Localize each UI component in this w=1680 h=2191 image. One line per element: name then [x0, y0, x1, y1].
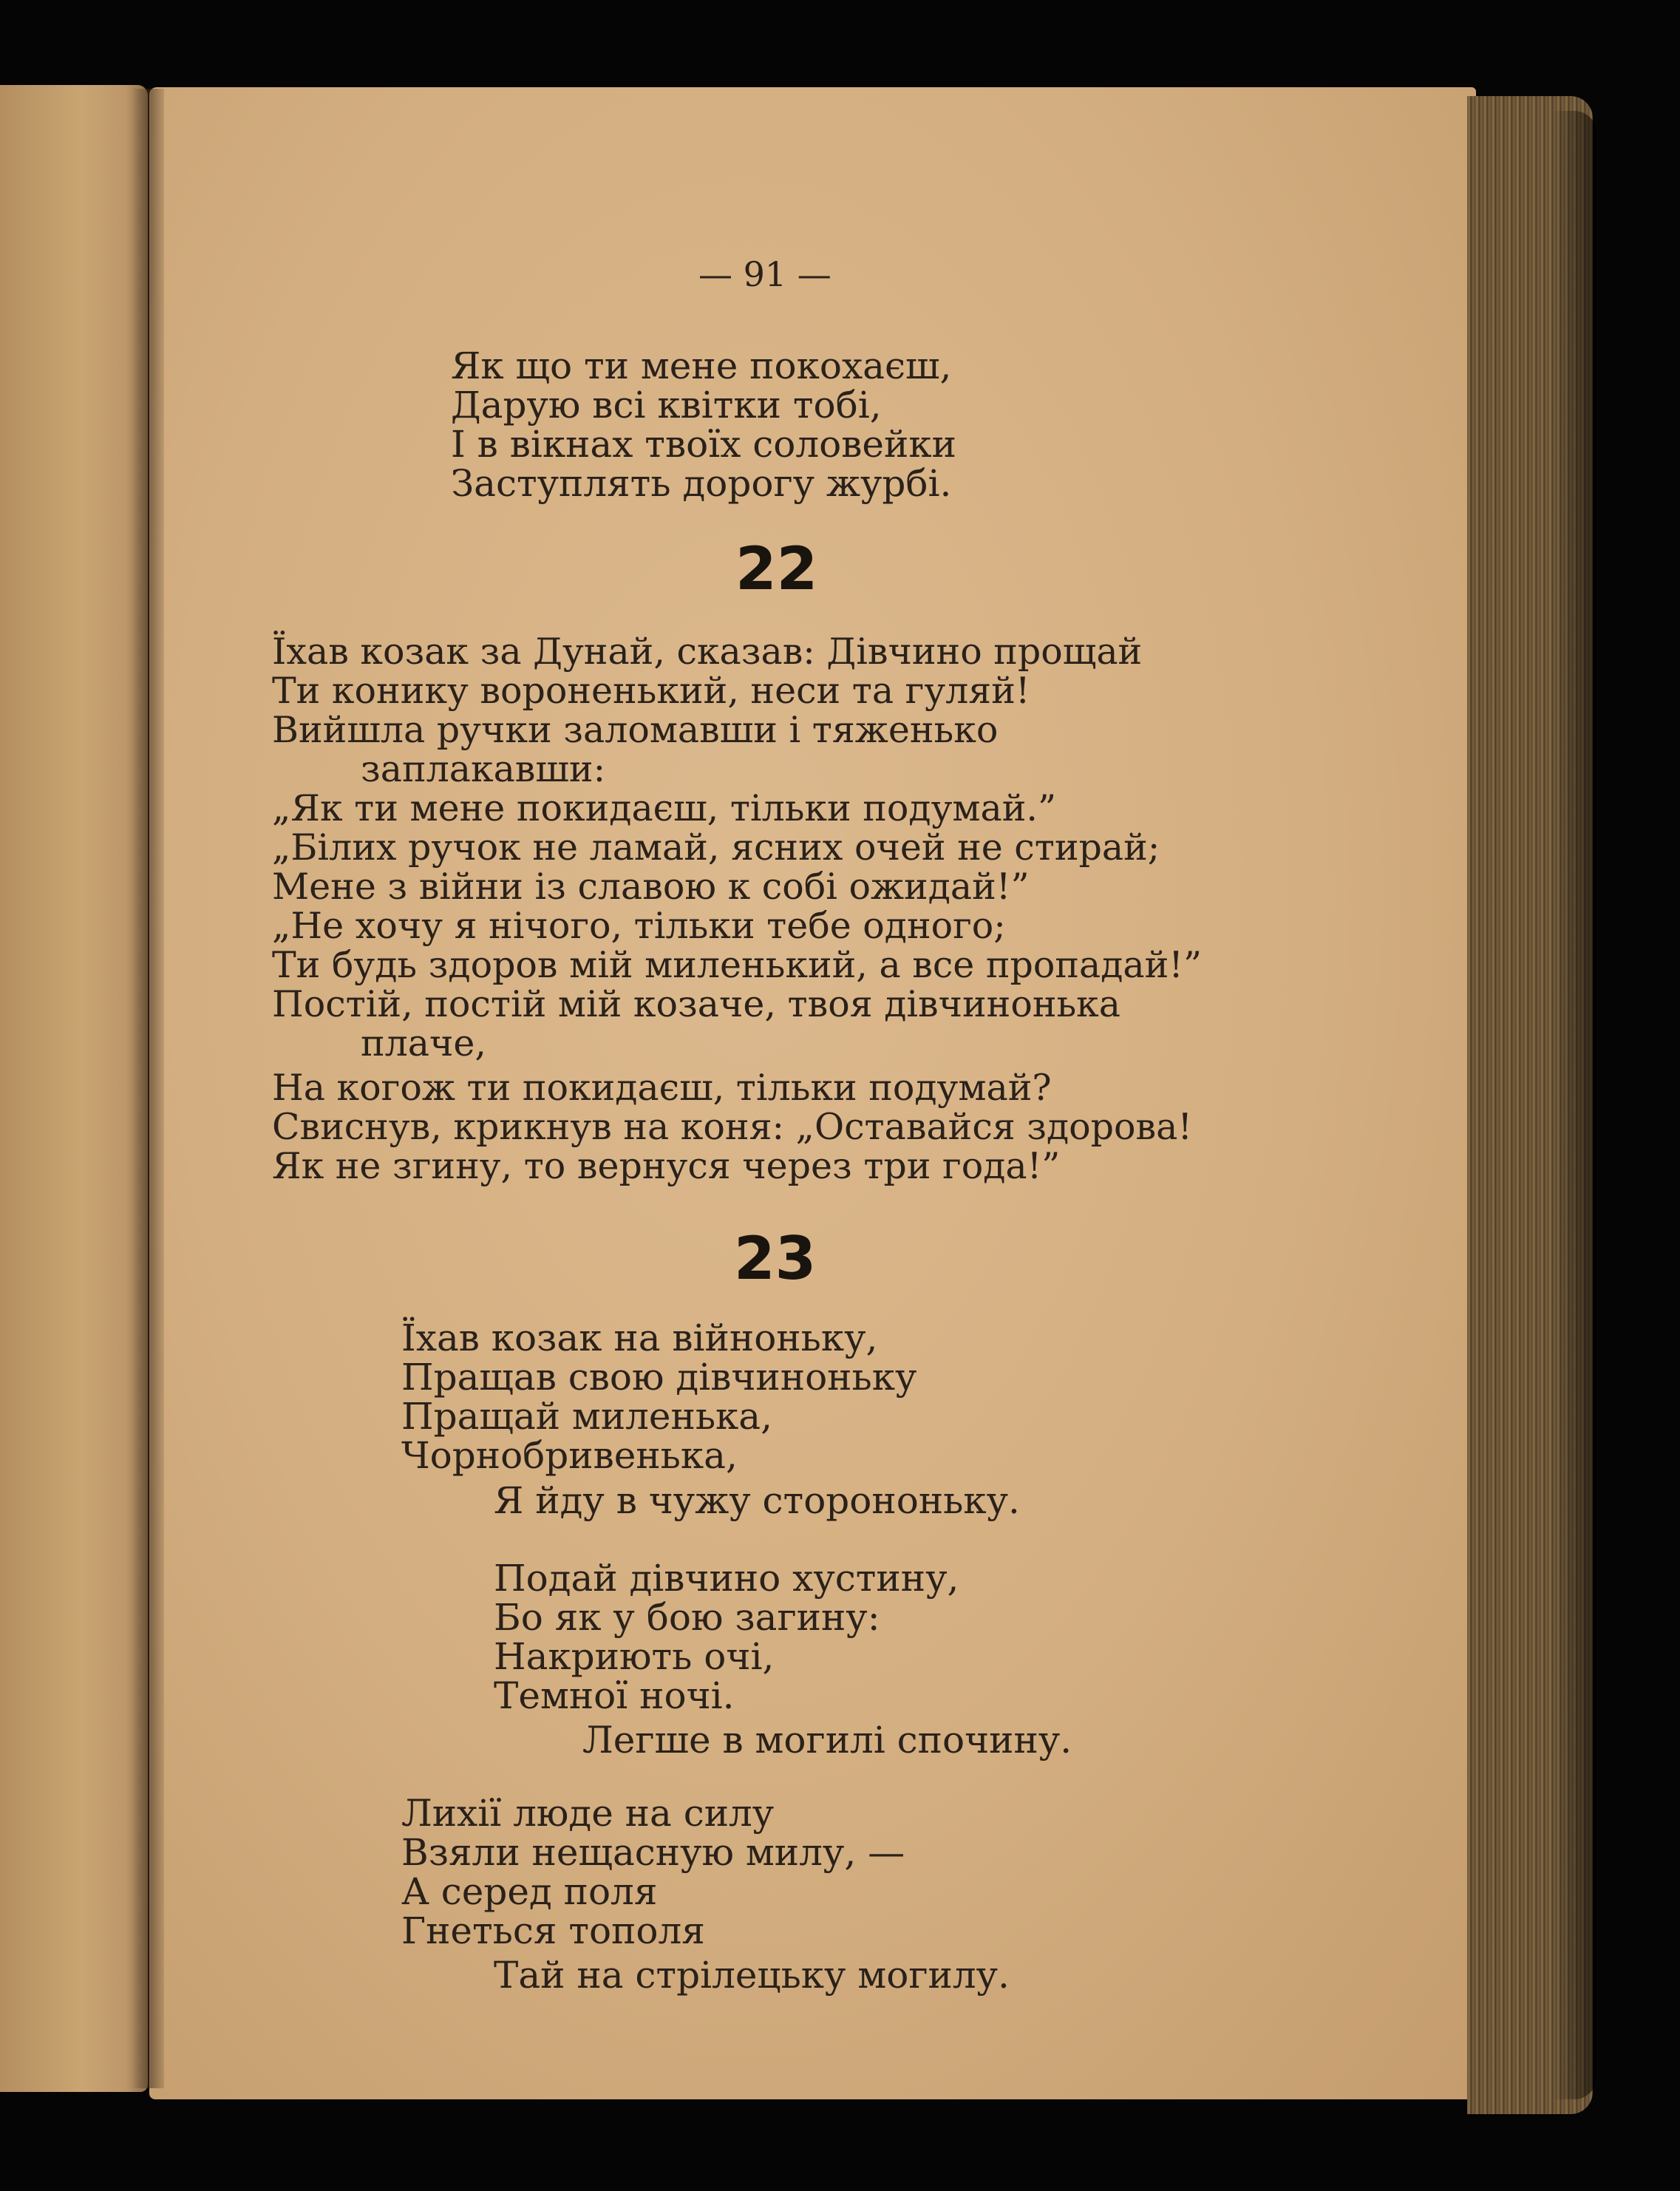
song22-line: Їхав козак за Дунай, сказав: Дівчино прощай [272, 631, 1143, 673]
stanza-line: І в вікнах твоїх соловейки [451, 423, 956, 466]
song22-line: Вийшла ручки заломавши і тяженько [272, 709, 999, 751]
song23-line: Я йду в чужу сторононьку. [494, 1479, 1020, 1522]
song23-line: Взяли нещасную милу, — [401, 1831, 905, 1874]
song23-line: Тай на стрілецьку могилу. [494, 1954, 1010, 1997]
page-edges-shadow [1552, 111, 1596, 2099]
song23-line: Легше в могилі спочину. [582, 1719, 1072, 1762]
stanza-line: Дарую всі квітки тобі, [451, 384, 882, 427]
song22-line: плаче, [361, 1022, 486, 1064]
gutter-shadow [132, 89, 164, 2088]
song22-line: Мене з війни із славою к собі ожидай!” [272, 866, 1030, 908]
song22-line: заплакавши: [361, 748, 606, 790]
song23-line: Лихії люде на силу [401, 1792, 775, 1835]
left-page [0, 85, 148, 2092]
song23-line: Їхав козак на війноньку, [401, 1317, 878, 1359]
song23-line: Пращай миленька, [401, 1395, 773, 1438]
song23-line: Подай дівчино хустину, [494, 1557, 959, 1600]
song22-line: „Не хочу я нічого, тільки тебе одного; [272, 905, 1006, 947]
song22-line: Постій, постій мій козаче, твоя дівчинонька [272, 983, 1121, 1025]
stanza-line: Як що ти мене покохаєш, [451, 344, 952, 387]
song23-line: А серед поля [401, 1870, 658, 1913]
song22-line: „Білих ручок не ламай, ясних очей не стирай; [272, 826, 1160, 869]
song23-line: Чорнобривенька, [401, 1434, 738, 1477]
song23-line: Темної ночі. [494, 1674, 735, 1717]
song23-line: Гнеться тополя [401, 1909, 705, 1952]
song22-line: „Як ти мене покидаєш, тільки подумай.” [272, 787, 1057, 829]
song22-line: На когож ти покидаєш, тільки подумай? [272, 1067, 1052, 1109]
song-number-22: 22 [735, 534, 818, 603]
stanza-line: Заступлять дорогу журбі. [451, 462, 952, 505]
song22-line: Як не згину, то вернуся через три года!” [272, 1145, 1061, 1187]
song22-line: Свиснув, крикнув на коня: „Оставайся здорова! [272, 1106, 1193, 1148]
song22-line: Ти будь здоров мій миленький, а все пропадай!” [272, 944, 1203, 986]
song23-line: Накриють очі, [494, 1635, 775, 1678]
page-number: — 91 — [698, 254, 832, 294]
song23-line: Бо як у бою загину: [494, 1596, 880, 1639]
song23-line: Пращав свою дівчиноньку [401, 1356, 917, 1399]
song-number-23: 23 [734, 1224, 817, 1293]
song22-line: Ти конику вороненький, неси та гуляй! [272, 670, 1030, 712]
